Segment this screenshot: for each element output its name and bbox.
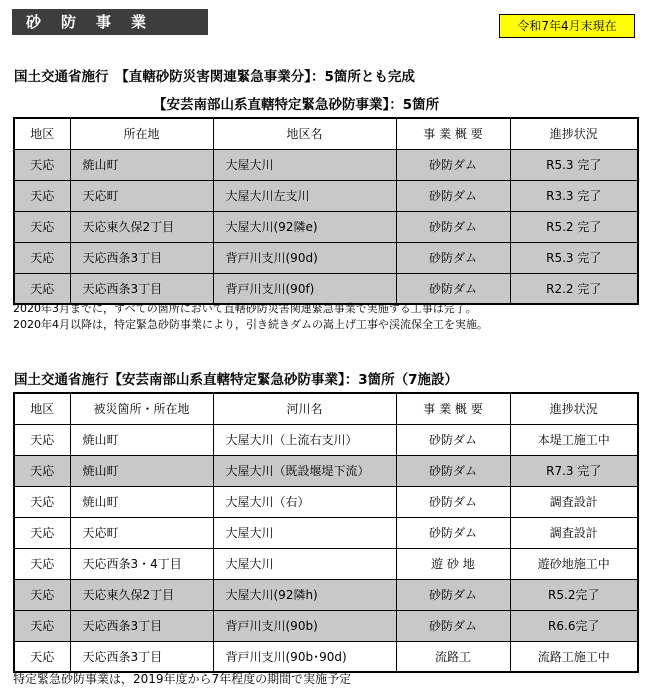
- column-header: 地区名: [213, 118, 396, 149]
- summary-cell: 砂防ダム: [396, 180, 510, 211]
- location-cell: 焼山町: [70, 486, 213, 517]
- summary-cell: 砂防ダム: [396, 149, 510, 180]
- table-row: [14, 455, 638, 486]
- location-cell: 天応西条3丁目: [70, 273, 213, 304]
- table-row: [14, 641, 638, 672]
- page-title: 砂防事業: [12, 9, 208, 35]
- status-cell: 調査設計: [510, 486, 638, 517]
- district-cell: 天応: [14, 517, 70, 548]
- district-cell: 天応: [14, 455, 70, 486]
- name-cell: 背戸川支川(90b): [213, 610, 396, 641]
- district-cell: 天応: [14, 273, 70, 304]
- table-row: [14, 211, 638, 242]
- summary-cell: 砂防ダム: [396, 579, 510, 610]
- table-row: [14, 180, 638, 211]
- district-cell: 天応: [14, 548, 70, 579]
- column-header: 被災箇所・所在地: [70, 393, 213, 424]
- location-cell: 天応西条3丁目: [70, 641, 213, 672]
- district-cell: 天応: [14, 610, 70, 641]
- table-row: [14, 579, 638, 610]
- name-cell: 背戸川支川(90d): [213, 242, 396, 273]
- name-cell: 背戸川支川(90b･90d): [213, 641, 396, 672]
- section1-subheading: 【安芸南部山系直轄特定緊急砂防事業】：5箇所: [153, 97, 440, 113]
- name-cell: 大屋大川（既設堰堤下流）: [213, 455, 396, 486]
- summary-cell: 砂防ダム: [396, 517, 510, 548]
- location-cell: 天応西条3丁目: [70, 610, 213, 641]
- table-row: [14, 517, 638, 548]
- column-header: 事 業 概 要: [396, 118, 510, 149]
- district-cell: 天応: [14, 424, 70, 455]
- name-cell: 背戸川支川(90f): [213, 273, 396, 304]
- status-cell: R3.3 完了: [510, 180, 638, 211]
- status-cell: R5.3 完了: [510, 242, 638, 273]
- table-header-row: [14, 393, 638, 424]
- section1-note: 2020年3月までに，すべての箇所において直轄砂防災害関連緊急事業で実施する工事は完了。: [13, 302, 477, 315]
- status-cell: R5.2 完了: [510, 211, 638, 242]
- status-cell: R7.3 完了: [510, 455, 638, 486]
- status-cell: R2.2 完了: [510, 273, 638, 304]
- date-badge: 令和7年4月末現在: [499, 14, 635, 38]
- table-row: [14, 149, 638, 180]
- status-cell: R6.6完了: [510, 610, 638, 641]
- district-cell: 天応: [14, 579, 70, 610]
- district-cell: 天応: [14, 242, 70, 273]
- location-cell: 天応東久保2丁目: [70, 579, 213, 610]
- column-header: 地区: [14, 118, 70, 149]
- column-header: 河川名: [213, 393, 396, 424]
- status-cell: 本堤工施工中: [510, 424, 638, 455]
- summary-cell: 砂防ダム: [396, 273, 510, 304]
- district-cell: 天応: [14, 180, 70, 211]
- status-cell: R5.2完了: [510, 579, 638, 610]
- table-row: [14, 242, 638, 273]
- column-header: 所在地: [70, 118, 213, 149]
- table-row: [14, 486, 638, 517]
- location-cell: 焼山町: [70, 149, 213, 180]
- table-row: [14, 424, 638, 455]
- column-header: 地区: [14, 393, 70, 424]
- district-cell: 天応: [14, 149, 70, 180]
- name-cell: 大屋大川（上流右支川）: [213, 424, 396, 455]
- summary-cell: 遊 砂 地: [396, 548, 510, 579]
- name-cell: 大屋大川（右）: [213, 486, 396, 517]
- table-header-row: [14, 118, 638, 149]
- name-cell: 大屋大川: [213, 149, 396, 180]
- location-cell: 天応町: [70, 180, 213, 211]
- summary-cell: 砂防ダム: [396, 455, 510, 486]
- column-header: 進捗状況: [510, 118, 638, 149]
- table-row: [14, 548, 638, 579]
- summary-cell: 砂防ダム: [396, 242, 510, 273]
- location-cell: 焼山町: [70, 424, 213, 455]
- name-cell: 大屋大川左支川: [213, 180, 396, 211]
- status-cell: R5.3 完了: [510, 149, 638, 180]
- column-header: 進捗状況: [510, 393, 638, 424]
- section1-heading: 国土交通省施行 【直轄砂防災害関連緊急事業分】：5箇所とも完成: [14, 69, 415, 85]
- location-cell: 天応町: [70, 517, 213, 548]
- summary-cell: 流路工: [396, 641, 510, 672]
- name-cell: 大屋大川: [213, 548, 396, 579]
- status-cell: 調査設計: [510, 517, 638, 548]
- location-cell: 天応西条3丁目: [70, 242, 213, 273]
- section1-table: [13, 117, 639, 305]
- section1-note: 2020年4月以降は，特定緊急砂防事業により，引き続きダムの嵩上げ工事や渓流保全工を実施。: [13, 318, 488, 331]
- section2-table: [13, 392, 639, 673]
- column-header: 事 業 概 要: [396, 393, 510, 424]
- summary-cell: 砂防ダム: [396, 424, 510, 455]
- district-cell: 天応: [14, 211, 70, 242]
- section2-heading: 国土交通省施行【安芸南部山系直轄特定緊急砂防事業】：3箇所（7施設）: [14, 372, 459, 388]
- location-cell: 焼山町: [70, 455, 213, 486]
- name-cell: 大屋大川: [213, 517, 396, 548]
- summary-cell: 砂防ダム: [396, 610, 510, 641]
- status-cell: 遊砂地施工中: [510, 548, 638, 579]
- name-cell: 大屋大川(92隣e): [213, 211, 396, 242]
- district-cell: 天応: [14, 486, 70, 517]
- district-cell: 天応: [14, 641, 70, 672]
- status-cell: 流路工施工中: [510, 641, 638, 672]
- location-cell: 天応西条3・4丁目: [70, 548, 213, 579]
- summary-cell: 砂防ダム: [396, 486, 510, 517]
- summary-cell: 砂防ダム: [396, 211, 510, 242]
- name-cell: 大屋大川(92隣h): [213, 579, 396, 610]
- section2-note: 特定緊急砂防事業は，2019年度から7年程度の期間で実施予定: [13, 672, 352, 686]
- table-row: [14, 610, 638, 641]
- location-cell: 天応東久保2丁目: [70, 211, 213, 242]
